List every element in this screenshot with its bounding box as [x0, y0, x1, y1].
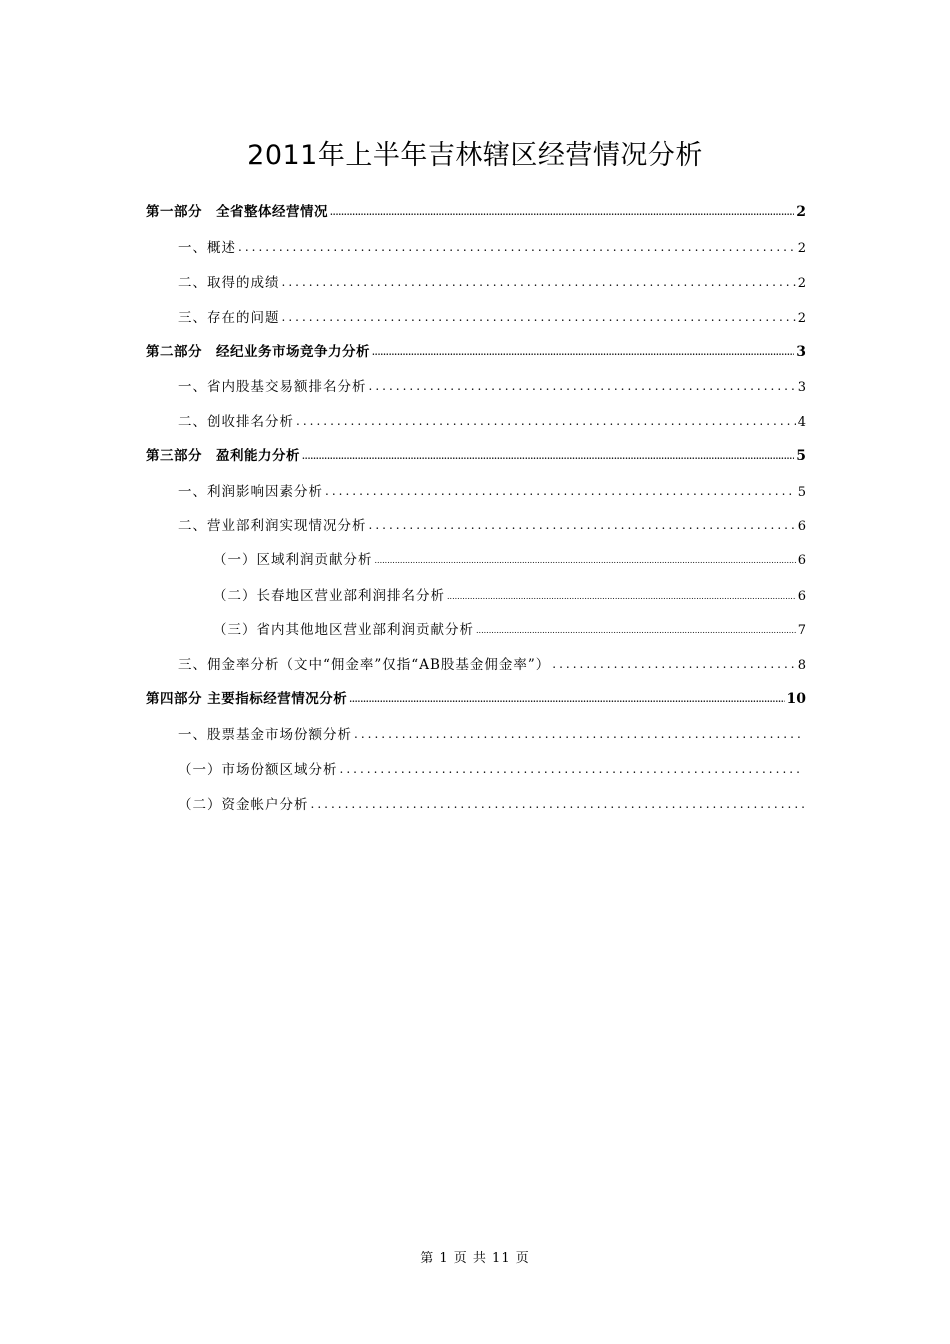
dot-leader: [302, 444, 794, 468]
toc-page-number: 7: [797, 623, 806, 638]
dot-leader: [282, 305, 796, 329]
toc-entry-revenue-ranking[interactable]: [178, 410, 806, 434]
dot-leader: [369, 513, 796, 537]
toc-entry-commission-rate[interactable]: [178, 653, 806, 677]
toc-page-number: 5: [797, 485, 806, 500]
toc-label: （二）资金帐户分析: [178, 797, 309, 813]
toc-page-number: 4: [797, 415, 806, 430]
toc-page-number: 3: [796, 344, 806, 360]
dot-leader: [349, 687, 784, 711]
toc-page-number: 2: [797, 276, 806, 291]
dot-leader: [282, 270, 796, 294]
toc-label: 二、营业部利润实现情况分析: [178, 518, 367, 534]
dot-leader: [340, 757, 805, 781]
toc-label: （一）区域利润贡献分析: [213, 552, 373, 568]
toc-page-number: 5: [796, 448, 806, 464]
dot-leader: [296, 409, 796, 433]
dot-leader: [325, 479, 796, 503]
toc-label: 三、佣金率分析（文中“佣金率”仅指“AB股基金佣金率”）: [178, 657, 551, 673]
page-footer: 第 1 页 共 11 页: [420, 1251, 530, 1266]
toc-part-3[interactable]: [146, 444, 806, 468]
toc-entry-changchun-ranking[interactable]: [213, 584, 806, 608]
toc-label: 第三部分 盈利能力分析: [146, 448, 300, 464]
toc-entry-problems[interactable]: [178, 306, 806, 330]
toc-page-number: 8: [797, 658, 806, 673]
toc-entry-overview[interactable]: [178, 236, 806, 260]
toc-entry-market-share-regional[interactable]: [178, 758, 806, 782]
toc-label: 第二部分 经纪业务市场竞争力分析: [146, 344, 370, 360]
toc-part-1[interactable]: [146, 200, 806, 224]
toc-entry-market-share[interactable]: [178, 723, 806, 747]
toc-label: 第四部分 主要指标经营情况分析: [146, 691, 348, 707]
dot-leader: [372, 340, 794, 364]
toc-label: 三、存在的问题: [178, 310, 280, 326]
toc-label: 二、取得的成绩: [178, 275, 280, 291]
toc-page-number: 6: [797, 519, 806, 534]
toc-entry-regional-contribution[interactable]: [213, 548, 806, 572]
toc-label: 第一部分 全省整体经营情况: [146, 204, 328, 220]
dot-leader: [354, 722, 804, 746]
toc-label: （一）市场份额区域分析: [178, 762, 338, 778]
toc-entry-trading-ranking[interactable]: [178, 375, 806, 399]
dot-leader: [375, 549, 796, 573]
toc-label: 一、省内股基交易额排名分析: [178, 379, 367, 395]
dot-leader: [330, 200, 794, 224]
toc-page-number: 10: [786, 691, 806, 707]
toc-part-4[interactable]: [146, 687, 806, 711]
toc-label: （二）长春地区营业部利润排名分析: [213, 588, 445, 604]
dot-leader: [552, 652, 795, 676]
toc-part-2[interactable]: [146, 340, 806, 364]
toc-page-number: 6: [797, 589, 806, 604]
toc-entry-profit-factors[interactable]: [178, 480, 806, 504]
dot-leader: [238, 235, 796, 259]
toc-label: 一、股票基金市场份额分析: [178, 727, 352, 743]
toc-entry-other-regions[interactable]: [213, 618, 806, 642]
toc-label: （三）省内其他地区营业部利润贡献分析: [213, 622, 474, 638]
toc-label: 一、利润影响因素分析: [178, 484, 323, 500]
toc-page-number: 3: [797, 380, 806, 395]
toc-page-number: 2: [797, 311, 806, 326]
dot-leader: [369, 374, 796, 398]
toc-label: 一、概述: [178, 240, 236, 256]
toc-page-number: 2: [796, 204, 806, 220]
dot-leader: [311, 792, 805, 816]
dot-leader: [447, 585, 796, 609]
toc-entry-branch-profit[interactable]: [178, 514, 806, 538]
toc-entry-fund-accounts[interactable]: [178, 793, 806, 817]
toc-entry-achievements[interactable]: [178, 271, 806, 295]
dot-leader: [476, 619, 796, 643]
toc-label: 二、创收排名分析: [178, 414, 294, 430]
toc-page-number: 6: [797, 553, 806, 568]
document-title: 2011年上半年吉林辖区经营情况分析: [247, 140, 703, 171]
toc-page-number: 2: [797, 241, 806, 256]
